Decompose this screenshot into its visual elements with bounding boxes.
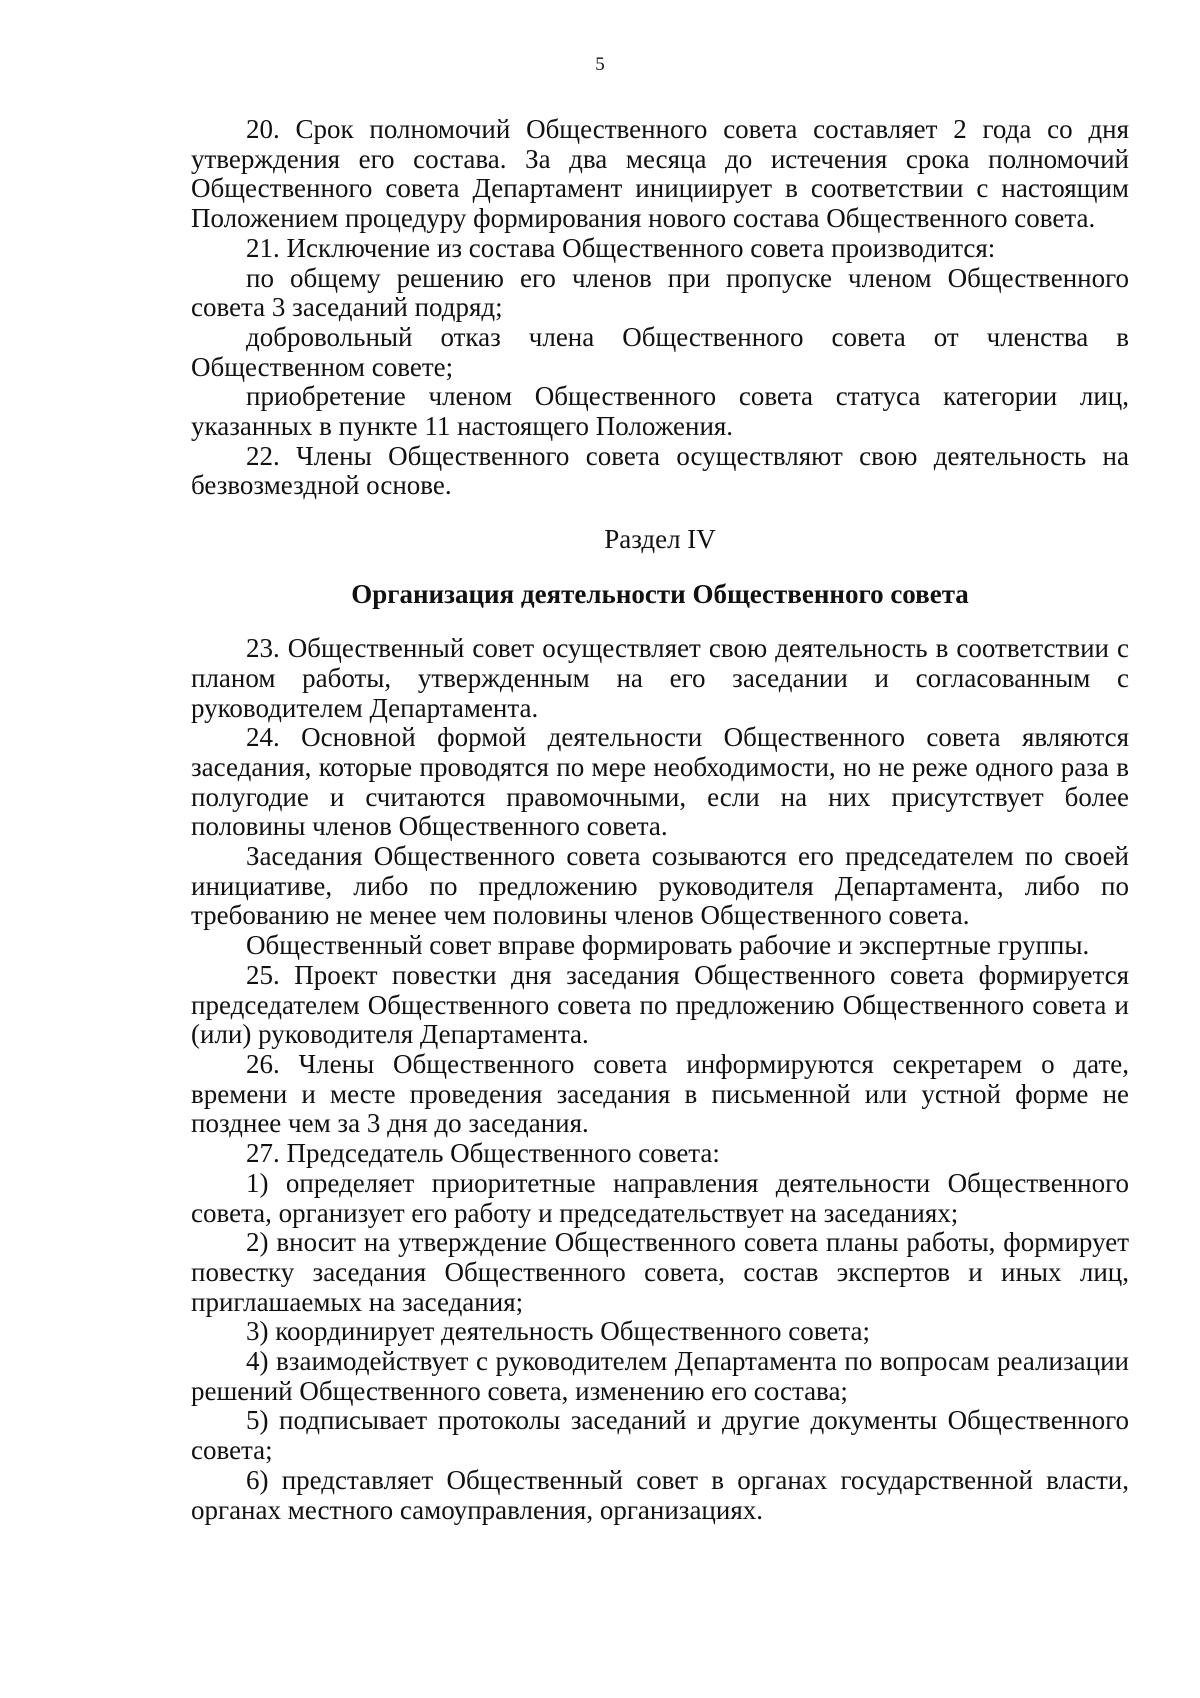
paragraph-22: 22. Члены Общественного совета осуществляют свою деятельность на безвозмездной основе. (191, 440, 1129, 501)
paragraph-26: 26. Члены Общественного совета информируются секретарем о дате, времени и месте проведения заседания в письменной или устной форме не позднее чем за 3 дня до заседания. (191, 1048, 1129, 1139)
paragraph-27-item-3: 3) координирует деятельность Общественного совета; (246, 1316, 870, 1347)
document-body (191, 115, 1129, 1525)
section-label: Раздел IV (604, 524, 716, 555)
page-number: 5 (595, 54, 605, 75)
paragraph-27-item-5: 5) подписывает протоколы заседаний и другие документы Общественного совета; (191, 1405, 1129, 1466)
section-heading: Организация деятельности Общественного совета (351, 579, 969, 610)
paragraph-20: 20. Срок полномочий Общественного совета составляет 2 года со дня утверждения его состава. За два месяца до истечения срока полномочий Общественного совета Департамент инициирует в соответствии с настоящим Положением процедуру формирования нового состава Общественного совета. (191, 114, 1129, 234)
paragraph-21-item-3: приобретение членом Общественного совета статуса категории лиц, указанных в пункте 11 настоящего Положения. (191, 381, 1129, 442)
paragraph-27-item-6: 6) представляет Общественный совет в органах государственной власти, органах местного самоуправления, организациях. (191, 1464, 1129, 1525)
paragraph-25: 25. Проект повестки дня заседания Общественного совета формируется председателем Общественного совета по предложению Общественного совета и (или) руководителя Департамента. (191, 959, 1129, 1050)
paragraph-24-meetings: Заседания Общественного совета созываются его председателем по своей инициативе, либо по предложению руководителя Департамента, либо по требованию не менее чем половины членов Общественного совета. (191, 841, 1129, 931)
paragraph-24: 24. Основной формой деятельности Общественного совета являются заседания, которые проводятся по мере необходимости, но не реже одного раза в полугодие и считаются правомочными, если на них присутствует более половины членов Общественного совета. (191, 722, 1129, 842)
paragraph-27-item-1: 1) определяет приоритетные направления деятельности Общественного совета, организует его работу и председательствует на заседаниях; (191, 1167, 1129, 1228)
paragraph-21-item-2: добровольный отказ члена Общественного совета от членства в Общественном совете; (191, 321, 1129, 382)
paragraph-27-item-2: 2) вносит на утверждение Общественного совета планы работы, формирует повестку заседания Общественного совета, состав экспертов и иных лиц, приглашаемых на заседания; (191, 1227, 1129, 1317)
paragraph-21-item-1: по общему решению его членов при пропуске членом Общественного совета 3 заседаний подряд; (191, 262, 1129, 323)
paragraph-27-item-4: 4) взаимодействует с руководителем Департамента по вопросам реализации решений Общественного совета, изменению его состава; (191, 1346, 1129, 1406)
paragraph-21: 21. Исключение из состава Общественного совета производится: (246, 232, 996, 263)
paragraph-23: 23. Общественный совет осуществляет свою деятельность в соответствии с планом работы, утвержденным на его заседании и согласованным с руководителем Департамента. (191, 633, 1129, 723)
paragraph-24-groups: Общественный совет вправе формировать рабочие и экспертные группы. (246, 930, 1090, 961)
paragraph-27: 27. Председатель Общественного совета: (246, 1138, 720, 1169)
